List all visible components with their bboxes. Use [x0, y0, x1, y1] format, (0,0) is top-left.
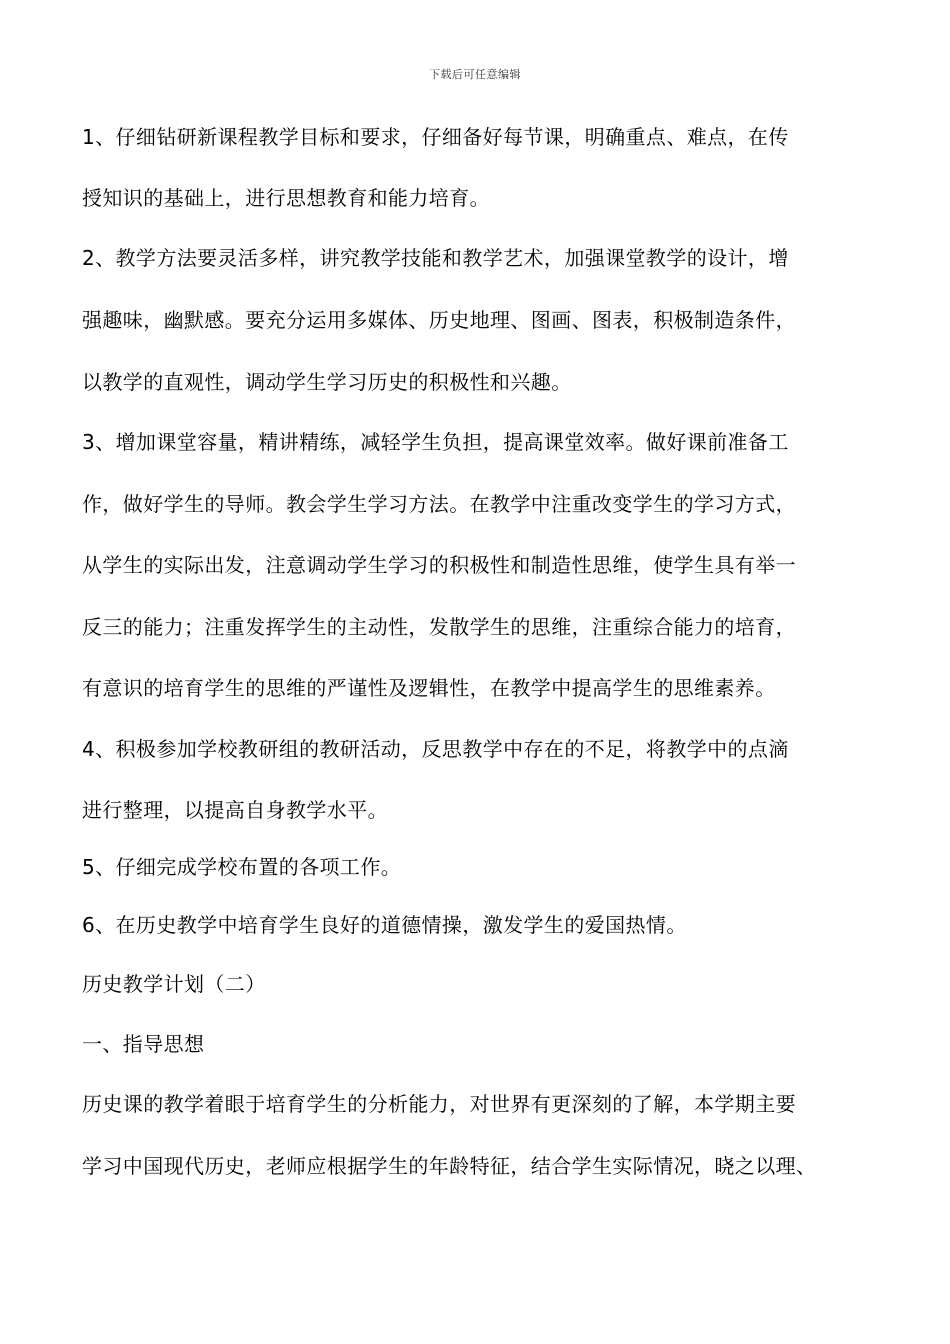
- text-line: 3、增加课堂容量，精讲精练，减轻学生负担，提高课堂效率。做好课前准备工: [82, 430, 789, 454]
- text-line: 进行整理，以提高自身教学水平。: [82, 798, 388, 822]
- text-line: 授知识的基础上，进行思想教育和能力培育。: [82, 186, 490, 210]
- text-line: 历史课的教学着眼于培育学生的分析能力，对世界有更深刻的了解，本学期主要: [82, 1092, 796, 1116]
- text-line: 6、在历史教学中培育学生良好的道德情操，激发学生的爱国热情。: [82, 913, 687, 937]
- section-heading: 一、指导思想: [82, 1032, 205, 1056]
- text-line: 有意识的培育学生的思维的严谨性及逻辑性，在教学中提高学生的思维素养。: [82, 676, 776, 700]
- text-line: 5、仔细完成学校布置的各项工作。: [82, 855, 402, 879]
- text-line: 从学生的实际出发，注意调动学生学习的积极性和制造性思维，使学生具有举一: [82, 553, 796, 577]
- page-header: 下载后可任意编辑: [429, 68, 521, 81]
- text-line: 强趣味，幽默感。要充分运用多媒体、历史地理、图画、图表，积极制造条件，: [82, 308, 796, 332]
- text-line: 反三的能力；注重发挥学生的主动性，发散学生的思维，注重综合能力的培育，: [82, 615, 796, 639]
- section-title: 历史教学计划（二）: [82, 972, 266, 996]
- text-line: 学习中国现代历史，老师应根据学生的年龄特征，结合学生实际情况，晓之以理、: [82, 1154, 817, 1178]
- text-line: 以教学的直观性，调动学生学习历史的积极性和兴趣。: [82, 370, 572, 394]
- text-line: 作，做好学生的导师。教会学生学习方法。在教学中注重改变学生的学习方式，: [82, 492, 796, 516]
- text-line: 1、仔细钻研新课程教学目标和要求，仔细备好每节课，明确重点、难点，在传: [82, 125, 789, 149]
- text-line: 4、积极参加学校教研组的教研活动，反思教学中存在的不足，将教学中的点滴: [82, 737, 789, 761]
- text-line: 2、教学方法要灵活多样，讲究教学技能和教学艺术，加强课堂教学的设计，增: [82, 246, 789, 270]
